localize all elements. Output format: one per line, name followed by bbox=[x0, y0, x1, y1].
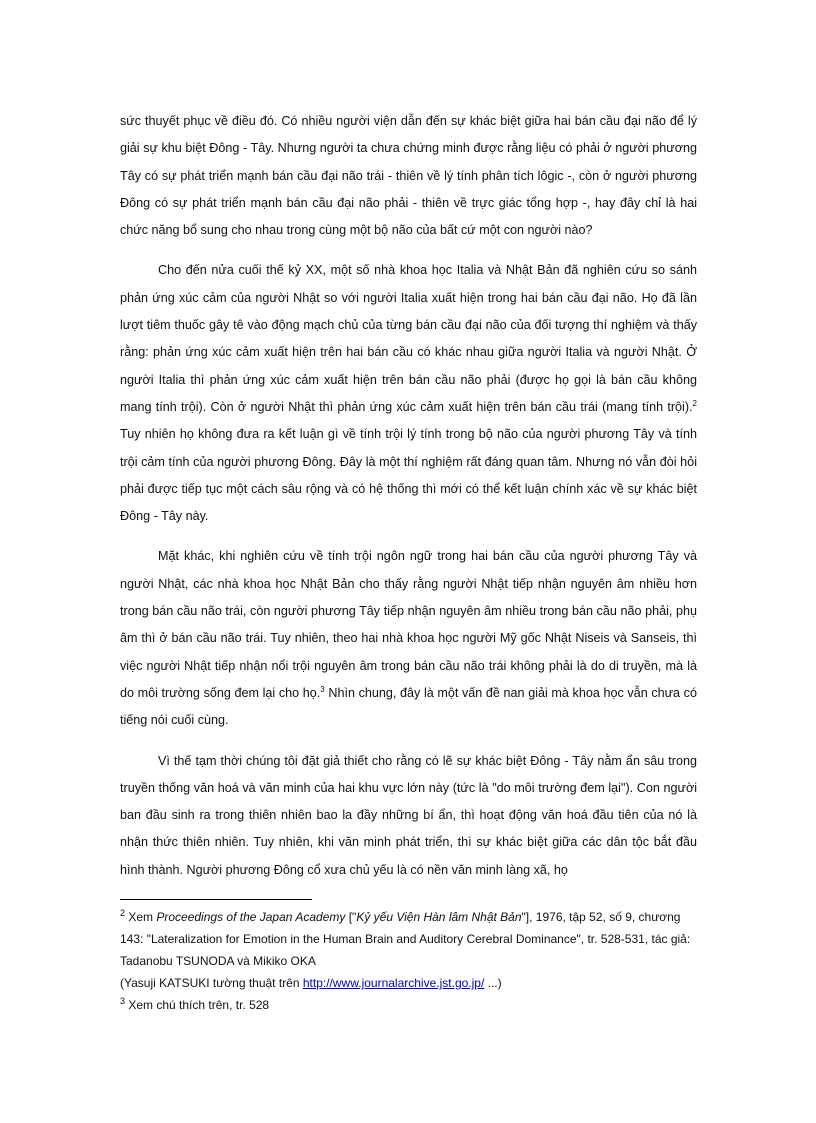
journal-archive-link[interactable]: http://www.journalarchive.jst.go.jp/ bbox=[302, 976, 485, 990]
footnote-2-rest: "], 1976, tập 52, số 9, chương 143: "Lateralization for Emotion in the Human Brain and Auditory Cerebral Dominance", tr. 528-531, tác giả: Tadanobu TSUNODA và Mikiko OKA bbox=[120, 910, 691, 968]
footnote-2-journal: Proceedings of the Japan Academy bbox=[156, 910, 346, 924]
paragraph-4: Vì thế tạm thời chúng tôi đặt giả thiết cho rằng có lẽ sự khác biệt Đông - Tây nằm ẩn sâu trong truyền thống văn hoá và văn minh của hai khu vực lớn này (tức là "do môi trường đem lại"). Con người ban đầu sinh ra trong thiên nhiên bao la đầy những bí ẩn, thì hoạt động văn hoá đầu tiên của nó là nhận thức thiên nhiên. Tuy nhiên, khi văn minh phát triển, thì sự khác biệt giữa các dân tộc bắt đầu hình thành. Người phương Đông cổ xưa chủ yếu là có nền văn minh làng xã, họ bbox=[120, 753, 697, 877]
footnote-ref-2[interactable]: 2 bbox=[692, 398, 697, 408]
paragraph-3 bbox=[120, 543, 697, 734]
footnote-separator bbox=[120, 899, 312, 900]
paragraph-2 bbox=[120, 257, 697, 530]
footnote-2-source-prefix: (Yasuji KATSUKI tường thuật trên bbox=[120, 976, 303, 990]
footnote-2 bbox=[120, 906, 697, 972]
paragraph-2-text-b: Tuy nhiên họ không đưa ra kết luận gì về tính trội lý tính trong bộ não của người phương Tây và tính trội cảm tính của người phương Đông. Đây là một thí nghiệm rất đáng quan tâm. Nhưng nó vẫn đòi hỏi phải được tiếp tục một cách sâu rộng và có hệ thống thì mới có thể kết luận chính xác về sự khác biệt Đông - Tây này. bbox=[120, 427, 697, 524]
footnotes bbox=[120, 906, 697, 1016]
footnote-2-bracket: [" bbox=[345, 910, 357, 924]
footnote-3 bbox=[120, 994, 697, 1016]
footnote-2-journal-vi: Kỷ yếu Viện Hàn lâm Nhật Bản bbox=[356, 910, 522, 924]
footnote-2-prefix: Xem bbox=[125, 910, 157, 924]
footnote-2-source-suffix: ...) bbox=[484, 976, 502, 990]
paragraph-2-text-a: Cho đến nửa cuối thế kỷ XX, một số nhà khoa học Italia và Nhật Bản đã nghiên cứu so sánh phản ứng xúc cảm của người Nhật so với người Italia xuất hiện trong hai bán cầu đại não. Họ đã lần lượt tiêm thuốc gây tê vào động mạch chủ của từng bán cầu đại não của đối tượng thí nghiệm và thấy rằng: phản ứng xúc cảm xuất hiện trên hai bán cầu có khác nhau giữa người Italia và người Nhật. Ở người Italia thì phản ứng xúc cảm xuất hiện trên bán cầu não phải (được họ gọi là bán cầu không mang tính trội). Còn ở người Nhật thì phản ứng xúc cảm xuất hiện trên bán cầu trái (mang tính trội). bbox=[120, 263, 697, 414]
paragraph-1: sức thuyết phục về điều đó. Có nhiều người viện dẫn đến sự khác biệt giữa hai bán cầu đại não để lý giải sự khu biệt Đông - Tây. Nhưng người ta chưa chứng minh được rằng liệu có phải ở người phương Tây có sự phát triển mạnh bán cầu đại não trái - thiên về lý tính phân tích lôgic -, còn ở người phương Đông có sự phát triển mạnh bán cầu đại não phải - thiên về trực giác tổng hợp -, hay đây chỉ là hai chức năng bổ sung cho nhau trong cùng một bộ não của bất cứ một con người nào? bbox=[120, 114, 697, 238]
body-text bbox=[120, 108, 697, 897]
footnote-3-number: 3 bbox=[120, 996, 126, 1006]
footnote-2-source bbox=[120, 972, 697, 994]
footnote-3-text: Xem chú thích trên, tr. 528 bbox=[125, 998, 270, 1012]
footnote-ref-3[interactable]: 3 bbox=[320, 684, 325, 694]
paragraph-3-text-a: Mặt khác, khi nghiên cứu về tính trội ngôn ngữ trong hai bán cầu của người phương Tây và người Nhật, các nhà khoa học Nhật Bản cho thấy rằng người Nhật tiếp nhận nguyên âm nhiều hơn trong bán cầu não trái, còn người phương Tây tiếp nhận nguyên âm nhiều trong bán cầu não phải, phụ âm thì ở bán cầu não trái. Tuy nhiên, theo hai nhà khoa học người Mỹ gốc Nhật Niseis và Sanseis, thì việc người Nhật tiếp nhận nổi trội nguyên âm trong bán cầu não trái không phải là do di truyền, mà là do môi trường sống đem lại cho họ. bbox=[120, 549, 697, 700]
paragraph-3-text-b: Nhìn chung, đây là một vấn đề nan giải mà khoa học vẫn chưa có tiếng nói cuối cùng. bbox=[120, 685, 697, 728]
footnote-2-number: 2 bbox=[120, 908, 126, 918]
